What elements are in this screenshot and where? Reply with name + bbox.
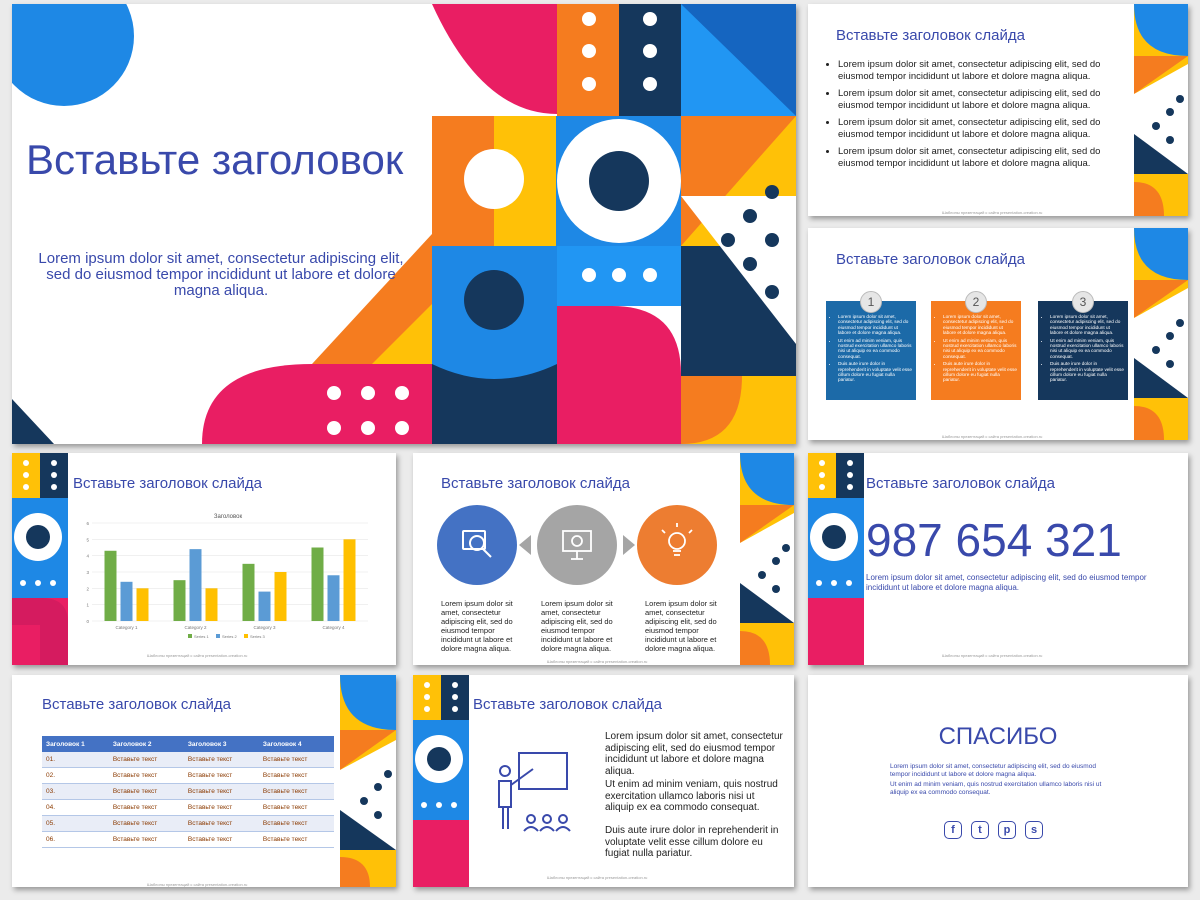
bar-chart [78, 509, 378, 649]
table-cell: 01. [42, 752, 109, 768]
y-tick-label: 2 [86, 586, 89, 592]
legend-swatch [244, 634, 248, 638]
step-number: 3 [1072, 291, 1094, 313]
teacher-icon [491, 745, 591, 835]
bar-series-2 [190, 549, 202, 621]
bullet-list [822, 59, 1138, 169]
y-tick-label: 6 [86, 521, 89, 526]
paragraph-1: Lorem ipsum dolor sit amet, consectetur adipiscing elit, sed do eiusmod tempor incididunt ut labore et dolore magna aliqua. [605, 731, 783, 777]
slide-footer: Шаблоны презентаций с сайта presentation-creation.ru [547, 875, 648, 880]
table-cell: Вставьте текст [184, 832, 259, 848]
big-number: 987 654 321 [866, 514, 1122, 566]
table-cell: 06. [42, 832, 109, 848]
slide-9-thanks[interactable] [808, 675, 1188, 887]
slide-2-bullets[interactable] [808, 4, 1188, 216]
slide-title: Вставьте заголовок слайда [836, 251, 1025, 268]
bar-series-2 [259, 592, 271, 621]
slide-subtitle: Lorem ipsum dolor sit amet, consectetur adipiscing elit, sed do eiusmod tempor incididunt ut labore et dolore magna aliqua. [38, 250, 404, 299]
table-cell: Вставьте текст [109, 816, 184, 832]
bullet-item: • Lorem ipsum dolor sit amet, consectetur adipiscing elit, sed do eiusmod tempor incididunt ut labore et dolore magna aliqua. [838, 117, 1138, 140]
step-text-1: Lorem ipsum dolor sit amet, consectetur adipiscing elit, sed do eiusmod tempor incididunt ut labore et dolore magna aliqua. [441, 599, 513, 653]
side-decoration [1134, 228, 1188, 440]
slide-title: Вставьте заголовок [26, 136, 404, 183]
step-circle-1 [437, 505, 517, 585]
bar-series-3 [275, 572, 287, 621]
table-cell: Вставьте текст [184, 784, 259, 800]
bullet-item: • Lorem ipsum dolor sit amet, consectetur adipiscing elit, sed do eiusmod tempor incididunt ut labore et dolore magna aliqua. [838, 146, 1138, 169]
slide-3-steps[interactable] [808, 228, 1188, 440]
x-tick-label: Category 2 [184, 625, 207, 630]
chart-title: Заголовок [213, 514, 243, 520]
step-bullet: • Lorem ipsum dolor sit amet, consectetur adipiscing elit, sed do eiusmod tempor incididunt ut labore et dolore magna aliqua. [943, 314, 1017, 336]
step-bullet: • Duis aute irure dolor in reprehenderit in voluptate velit esse cillum dolore eu fugiat nulla pariatur. [943, 361, 1017, 383]
legend-label: Series 2 [222, 634, 237, 639]
bar-series-3 [137, 588, 149, 621]
table-row [42, 832, 334, 848]
table-header-cell: Заголовок 1 [42, 736, 109, 752]
y-tick-label: 3 [86, 570, 89, 575]
step-bullet: • Duis aute irure dolor in reprehenderit in voluptate velit esse cillum dolore eu fugiat nulla pariatur. [838, 361, 912, 383]
facebook-icon[interactable]: f [944, 821, 962, 839]
slide-title: Вставьте заголовок слайда [866, 475, 1055, 492]
step-text-2: Lorem ipsum dolor sit amet, consectetur adipiscing elit, sed do eiusmod tempor incididunt ut labore et dolore magna aliqua. [541, 599, 613, 653]
bar-series-2 [328, 575, 340, 621]
step-circle-2 [537, 505, 617, 585]
table-cell: Вставьте текст [259, 768, 334, 784]
slide-title: Вставьте заголовок слайда [836, 27, 1025, 44]
step-bullet: • Ut enim ad minim veniam, quis nostrud exercitation ullamco laboris nisi ut aliquip ex ea commodo consequat. [943, 338, 1017, 360]
legend-swatch [188, 634, 192, 638]
legend-label: Series 3 [250, 634, 265, 639]
y-tick-label: 4 [86, 553, 89, 559]
bar-series-3 [206, 588, 218, 621]
step-box-2 [931, 301, 1021, 400]
paragraph-3: Duis aute irure dolor in reprehenderit in voluptate velit esse cillum dolore eu fugiat nulla pariatur. [605, 825, 779, 859]
thanks-text-1: Lorem ipsum dolor sit amet, consectetur adipiscing elit, sed do eiusmod tempor incididunt ut labore et dolore magna aliqua. [890, 763, 1096, 778]
table-cell: Вставьте текст [259, 800, 334, 816]
table-cell: Вставьте текст [109, 800, 184, 816]
social-icons [944, 821, 1043, 839]
step-box-1 [826, 301, 916, 400]
y-tick-label: 0 [86, 619, 89, 624]
paragraph-2: Ut enim ad minim veniam, quis nostrud exercitation ullamco laboris nisi ut aliquip ex ea commodo consequat. [605, 779, 778, 813]
table-row [42, 800, 334, 816]
slide-title: Вставьте заголовок слайда [441, 475, 630, 492]
y-tick-label: 5 [86, 537, 89, 543]
table-row [42, 768, 334, 784]
skype-icon[interactable]: s [1025, 821, 1043, 839]
table-cell: 05. [42, 816, 109, 832]
x-tick-label: Category 3 [253, 625, 276, 630]
thanks-title: СПАСИБО [938, 723, 1058, 750]
slide-footer: Шаблоны презентаций с сайта presentation-creation.ru [942, 210, 1043, 215]
slide-6-number[interactable] [808, 453, 1188, 665]
process-circles [433, 501, 733, 591]
step-circle-3 [637, 505, 717, 585]
legend-label: Series 1 [194, 634, 209, 639]
slide-title: Вставьте заголовок слайда [73, 475, 262, 492]
slide-footer: Шаблоны презентаций с сайта presentation-creation.ru [147, 653, 248, 658]
side-decoration [413, 675, 469, 887]
table-cell: Вставьте текст [184, 800, 259, 816]
table-cell: 02. [42, 768, 109, 784]
slide-7-table[interactable] [12, 675, 396, 887]
step-bullet: • Ut enim ad minim veniam, quis nostrud exercitation ullamco laboris nisi ut aliquip ex ea commodo consequat. [838, 338, 912, 360]
bar-series-3 [344, 539, 356, 621]
bar-series-1 [105, 551, 117, 621]
table-row [42, 752, 334, 768]
table-cell: Вставьте текст [109, 752, 184, 768]
table-cell: Вставьте текст [109, 768, 184, 784]
slide-8-teacher[interactable] [413, 675, 794, 887]
table-row [42, 784, 334, 800]
geometric-art [12, 4, 796, 444]
step-bullet: • Lorem ipsum dolor sit amet, consectetur adipiscing elit, sed do eiusmod tempor incididunt ut labore et dolore magna aliqua. [1050, 314, 1124, 336]
step-bullet: • Lorem ipsum dolor sit amet, consectetur adipiscing elit, sed do eiusmod tempor incididunt ut labore et dolore magna aliqua. [838, 314, 912, 336]
table-cell: Вставьте текст [109, 832, 184, 848]
bullet-item: • Lorem ipsum dolor sit amet, consectetur adipiscing elit, sed do eiusmod tempor incididunt ut labore et dolore magna aliqua. [838, 59, 1138, 82]
slide-footer: Шаблоны презентаций с сайта presentation-creation.ru [547, 659, 648, 664]
x-tick-label: Category 4 [322, 625, 345, 630]
bar-series-1 [312, 548, 324, 622]
table-cell: Вставьте текст [259, 816, 334, 832]
step-box-3 [1038, 301, 1128, 400]
table-cell: Вставьте текст [184, 816, 259, 832]
pinterest-icon[interactable]: p [998, 821, 1016, 839]
step-text-3: Lorem ipsum dolor sit amet, consectetur adipiscing elit, sed do eiusmod tempor incididunt ut labore et dolore magna aliqua. [645, 599, 717, 653]
table-header-cell: Заголовок 2 [109, 736, 184, 752]
step-number: 1 [860, 291, 882, 313]
table-header-cell: Заголовок 3 [184, 736, 259, 752]
arrow-right-icon [623, 535, 635, 555]
data-table [42, 736, 334, 848]
table-header-cell: Заголовок 4 [259, 736, 334, 752]
legend-swatch [216, 634, 220, 638]
twitter-icon[interactable]: t [971, 821, 989, 839]
table-cell: Вставьте текст [184, 752, 259, 768]
number-caption: Lorem ipsum dolor sit amet, consectetur adipiscing elit, sed do eiusmod tempor incididunt ut labore et dolore magna aliqua. [866, 573, 1147, 592]
table-cell: Вставьте текст [259, 784, 334, 800]
side-decoration [808, 453, 864, 665]
bar-series-1 [174, 580, 186, 621]
bar-series-1 [243, 564, 255, 621]
slide-footer: Шаблоны презентаций с сайта presentation-creation.ru [942, 434, 1043, 439]
bullet-item: • Lorem ipsum dolor sit amet, consectetur adipiscing elit, sed do eiusmod tempor incididunt ut labore et dolore magna aliqua. [838, 88, 1138, 111]
bar-series-2 [121, 582, 133, 621]
thanks-text-2: Ut enim ad minim veniam, quis nostrud exercitation ullamco laboris nisi ut aliquip ex ea commodo consequat. [890, 781, 1102, 796]
side-decoration [1134, 4, 1188, 216]
y-tick-label: 1 [86, 602, 89, 608]
slide-title: Вставьте заголовок слайда [473, 696, 662, 713]
table-cell: Вставьте текст [259, 832, 334, 848]
table-cell: 03. [42, 784, 109, 800]
side-decoration [12, 453, 68, 665]
arrow-left-icon [519, 535, 531, 555]
table-header-row [42, 736, 334, 752]
step-bullet: • Ut enim ad minim veniam, quis nostrud exercitation ullamco laboris nisi ut aliquip ex ea commodo consequat. [1050, 338, 1124, 360]
step-bullet: • Duis aute irure dolor in reprehenderit in voluptate velit esse cillum dolore eu fugiat nulla pariatur. [1050, 361, 1124, 383]
table-cell: 04. [42, 800, 109, 816]
slide-title: Вставьте заголовок слайда [42, 696, 231, 713]
slide-1-title[interactable] [12, 4, 796, 444]
table-cell: Вставьте текст [184, 768, 259, 784]
step-number: 2 [965, 291, 987, 313]
table-cell: Вставьте текст [259, 752, 334, 768]
slide-4-chart[interactable] [12, 453, 396, 665]
slide-footer: Шаблоны презентаций с сайта presentation-creation.ru [147, 882, 248, 887]
x-tick-label: Category 1 [115, 625, 138, 630]
side-decoration [740, 453, 794, 665]
table-cell: Вставьте текст [109, 784, 184, 800]
table-row [42, 816, 334, 832]
side-decoration [340, 675, 396, 887]
slide-5-process[interactable] [413, 453, 794, 665]
slide-footer: Шаблоны презентаций с сайта presentation-creation.ru [942, 653, 1043, 658]
